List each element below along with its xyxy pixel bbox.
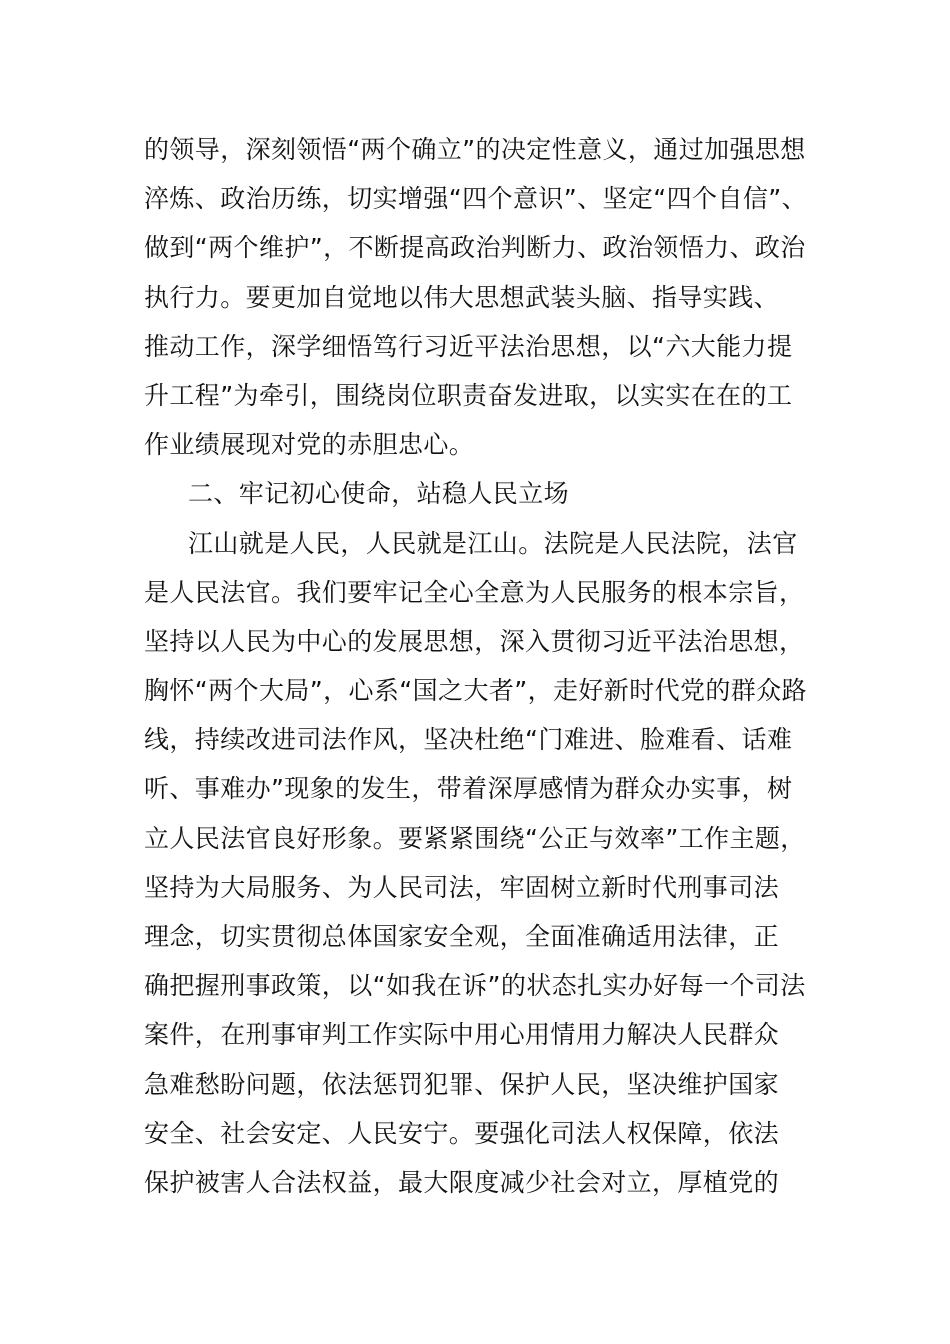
text-line: 保护被害人合法权益，最大限度减少社会对立，厚植党的	[144, 1167, 780, 1197]
text-line: 是人民法官。我们要牢记全心全意为人民服务的根本宗旨，	[144, 577, 805, 607]
text-line: 立人民法官良好形象。要紧紧围绕“公正与效率”工作主题，	[144, 823, 806, 853]
text-line: 线，持续改进司法作风，坚决杜绝“门难进、脸难看、话难	[144, 725, 793, 755]
text-line: 理念，切实贯彻总体国家安全观，全面准确适用法律，正	[144, 922, 780, 951]
text-line: 急难愁盼问题，依法惩罚犯罪、保护人民，坚决维护国家	[144, 1069, 780, 1099]
text-line: 安全、社会安定、人民安宁。要强化司法人权保障，依法	[144, 1118, 780, 1148]
text-line: 胸怀“两个大局”，心系“国之大者”，走好新时代党的群众路	[144, 676, 808, 706]
document-body	[144, 125, 814, 1207]
text-line: 推动工作，深学细悟笃行习近平法治思想，以“六大能力提	[144, 331, 793, 361]
text-line: 升工程”为牵引，围绕岗位职责奋发进取，以实实在在的工	[144, 380, 793, 410]
text-line: 坚持为大局服务、为人民司法，牢固树立新时代刑事司法	[144, 872, 780, 902]
text-line: 确把握刑事政策，以“如我在诉”的状态扎实办好每一个司法	[144, 971, 806, 1001]
text-line: 作业绩展现对党的赤胆忠心。	[144, 430, 475, 460]
text-line: 案件，在刑事审判工作实际中用心用情用力解决人民群众	[144, 1020, 780, 1050]
text-line: 坚持以人民为中心的发展思想，深入贯彻习近平法治思想，	[144, 626, 805, 656]
text-line: 听、事难办”现象的发生，带着深厚感情为群众办实事，树	[144, 774, 793, 804]
text-line: 淬炼、政治历练，切实增强“四个意识”、坚定“四个自信”、	[144, 184, 808, 214]
text-line: 执行力。要更加自觉地以伟大思想武装头脑、指导实践、	[144, 282, 780, 312]
section-heading: 二、牢记初心使命，站稳人民立场	[188, 479, 570, 509]
text-line: 的领导，深刻领悟“两个确立”的决定性意义，通过加强思想	[144, 135, 806, 164]
text-line: 做到“两个维护”，不断提高政治判断力、政治领悟力、政治	[144, 233, 806, 263]
text-line: 江山就是人民，人民就是江山。法院是人民法院，法官	[188, 528, 798, 558]
